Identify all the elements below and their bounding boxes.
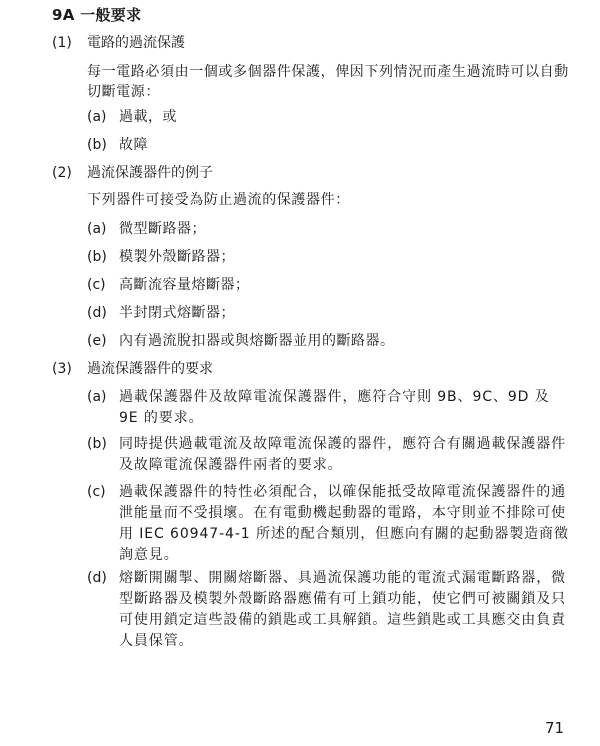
section-1-item-a-label: (a)	[87, 109, 107, 125]
section-heading: 9A 一般要求	[52, 6, 142, 24]
section-2-number: (2)	[52, 165, 72, 181]
section-2-item-c-label: (c)	[87, 277, 106, 293]
section-2-title: 過流保護器件的例子	[87, 165, 213, 181]
section-1-title: 電路的過流保護	[87, 35, 185, 51]
section-2-item-e-label: (e)	[87, 333, 107, 349]
section-3-item-b-label: (b)	[87, 436, 107, 452]
section-3-item-c-label: (c)	[87, 484, 106, 500]
section-1-number: (1)	[52, 35, 72, 51]
section-3-item-a-text: 過載保護器件及故障電流保護器件，應符合守則 9B、9C、9D 及 9E 的要求。	[119, 389, 550, 426]
section-3-item-b-text: 同時提供過載電流及故障電流保護的器件，應符合有關過載保護器件及故障電流保護器件兩者的要求。	[119, 436, 566, 473]
section-1-intro: 每一電路必須由一個或多個器件保護，俾因下列情況而產生過流時可以自動切斷電源：	[87, 64, 569, 100]
section-1-item-b-label: (b)	[87, 137, 107, 153]
section-3-item-a-label: (a)	[87, 389, 107, 405]
section-1-item-a-text: 過載，或	[119, 109, 177, 125]
section-2-item-d-label: (d)	[87, 305, 107, 321]
section-2-item-a-text: 微型斷路器；	[119, 221, 206, 237]
section-2-item-a-label: (a)	[87, 221, 107, 237]
section-3-number: (3)	[52, 361, 72, 377]
section-2-item-d-text: 半封閉式熔斷器；	[119, 305, 235, 321]
section-2-item-e-text: 內有過流脫扣器或與熔斷器並用的斷路器。	[119, 333, 395, 349]
section-2-item-c-text: 高斷流容量熔斷器；	[119, 277, 250, 293]
section-3-item-c-text: 過載保護器件的特性必須配合，以確保能抵受故障電流保護器件的通泄能量而不受損壞。在有電動機起動器的電路，本守則並不排除可使用 IEC 60947-4-1 所述的配合類別，但應向有關的起動器製造商徵詢意見。	[119, 484, 569, 563]
section-3-title: 過流保護器件的要求	[87, 361, 213, 377]
section-1-item-b-text: 故障	[119, 137, 148, 153]
section-2-intro: 下列器件可接受為防止過流的保護器件：	[87, 192, 350, 208]
page-number: 71	[545, 719, 565, 737]
section-3-item-d-label: (d)	[87, 570, 107, 586]
section-2-item-b-text: 模製外殼斷路器；	[119, 249, 235, 265]
section-2-item-b-label: (b)	[87, 249, 107, 265]
section-3-item-d-text: 熔斷開關掣、開關熔斷器、具過流保護功能的電流式漏電斷路器，微型斷路器及模製外殼斷路器應備有可上鎖功能，使它們可被關鎖及只可使用鎖定這些設備的鎖匙或工具解鎖。這些鎖匙或工具應交由負責人員保管。	[119, 570, 566, 649]
